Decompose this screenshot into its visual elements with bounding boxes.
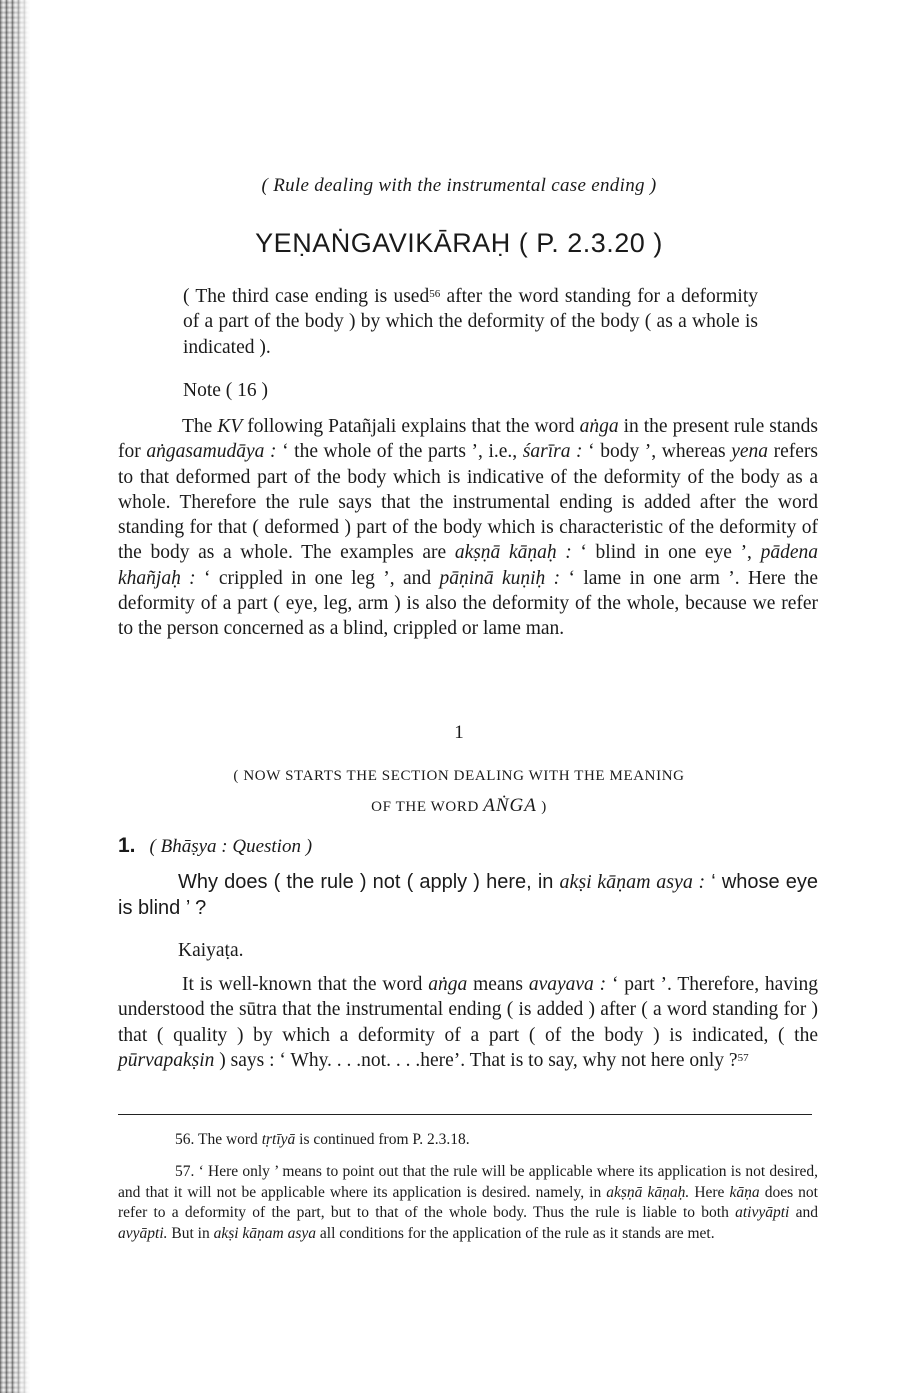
item-number: 1.: [118, 834, 136, 857]
kaiyata-label: Kaiyaṭa.: [178, 940, 244, 961]
note-label: Note ( 16 ): [183, 380, 269, 401]
footnote-ref-56[interactable]: 56: [429, 288, 441, 300]
footnote-56: 56. The word tṛtīyā is continued from P. 2.3.18.: [175, 1131, 470, 1148]
footnote-ref-57[interactable]: 57: [737, 1051, 749, 1064]
rule-translation: ( The third case ending is used$^{56}$ after the word standing for a deformity of a part of the body ) by which the deformity of the body ( as a whole is indicated ).: [183, 286, 758, 358]
footnote-divider: [118, 1114, 812, 1115]
kaiyata-paragraph: It is well-known that the word aṅga means avayava : ‘ part ’. Therefore, having understood the sūtra that the instrumental ending ( is added ) after ( a word standing for ) that ( quality ) by which a deformity of a part ( of the body ) is indicated, ( the pūrvapakṣin ) says : ‘ Why. . . .not. . . .here’. That is to say, why not here only ?$^{57}$: [118, 974, 818, 1071]
note-paragraph: The KV following Patañjali explains that the word aṅga in the present rule stands for aṅgasamudāya : ‘ the whole of the parts ’, i.e., śarīra : ‘ body ’, whereas yena refers to that deformed part of the body which is indicative of the deformity of the body as a whole. Therefore the rule says that the instrumental ending is added after the word standing for that ( deformed ) part of the body which is characteristic of the deformity of the body as a whole. The examples are akṣṇā kāṇaḥ : ‘ blind in one eye ’, pādena khañjaḥ : ‘ crippled in one leg ’, and pāṇinā kuṇiḥ : ‘ lame in one arm ’. Here the deformity of a part ( eye, leg, arm ) is also the deformity of the whole, because we refer to the person concerned as a blind, crippled or lame man.: [118, 416, 819, 640]
footnote-57: 57. ‘ Here only ’ means to point out that the rule will be applicable where its application is not desired, and that it will not be applicable where its application is desired. namely, in akṣṇā kāṇaḥ. Here kāṇa does not refer to a deformity of the part, but to that of the whole body. Thus the rule is liable to both ativyāpti and avyāpti. But in akṣi kāṇam asya all conditions for the application of the rule as it stands are met.: [118, 1163, 818, 1242]
item-label: 1. ( Bhāṣya : Question ): [118, 834, 313, 857]
scanned-page-edge: [0, 0, 30, 1393]
section-number: 1: [454, 722, 464, 743]
rule-caption: ( Rule dealing with the instrumental case ending ): [261, 175, 657, 196]
rule-title: YEṆAṄGAVIKĀRAḤ ( P. 2.3.20 ): [255, 228, 663, 258]
bhasya-question: Why does ( the rule ) not ( apply ) here, in akṣi kāṇam asya : ‘ whose eye is blind ’ ?: [118, 871, 819, 919]
section-heading: ( NOW STARTS THE SECTION DEALING WITH THE MEANING OF THE WORD AṄGA ): [233, 768, 685, 816]
